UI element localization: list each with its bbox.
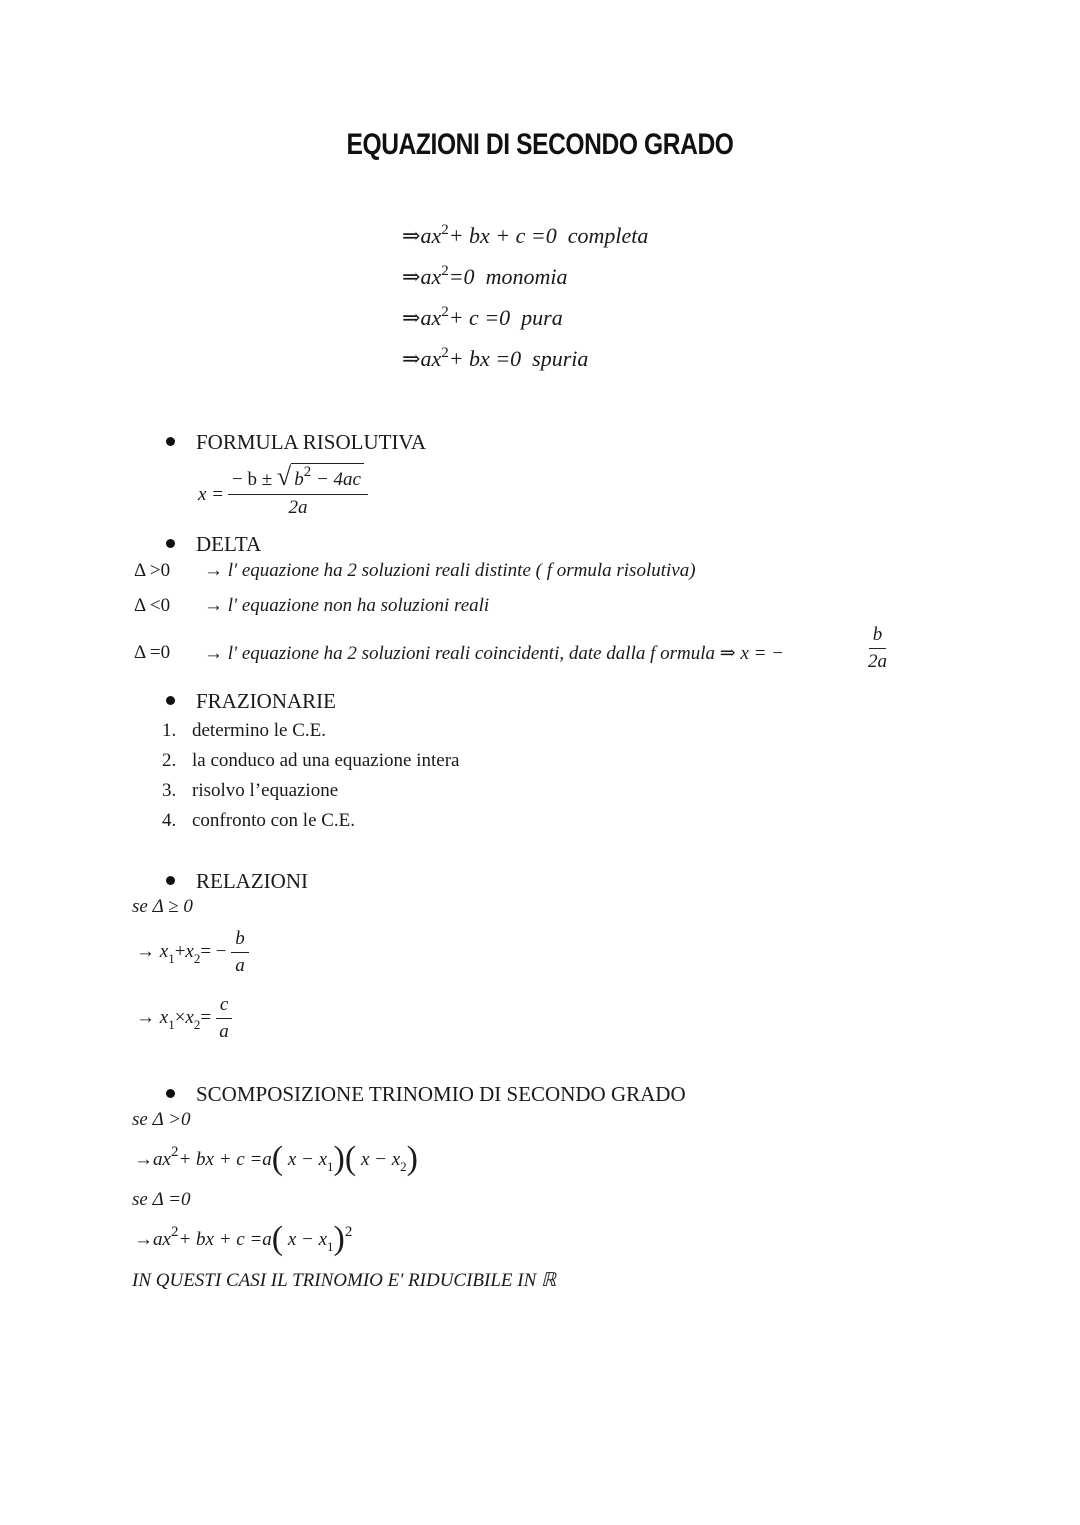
factorization-coincident: $\to ax^2+$ bx + c =a( $x - x_1)^2$ xyxy=(134,1220,353,1257)
exponent-2: 2 xyxy=(170,1144,179,1160)
arrow-icon: → xyxy=(204,595,223,616)
implies-icon: ⇒ xyxy=(402,305,421,330)
list-number: 4. xyxy=(162,810,177,831)
equation-type-row xyxy=(402,222,648,249)
list-text: la conduco ad una equazione intera xyxy=(192,750,460,771)
radicand-rest: − 4ac xyxy=(315,469,361,490)
equation-rest: + bx + c =0 xyxy=(448,223,557,248)
section-heading-scomposizione: SCOMPOSIZIONE TRINOMIO DI SECONDO GRADO xyxy=(196,1082,686,1106)
scomposizione-condition-1: se Δ >0 xyxy=(132,1109,191,1130)
term-ax: ax xyxy=(420,305,442,330)
delta-description xyxy=(204,595,489,617)
equals-sign: = xyxy=(200,1006,212,1028)
radicand-b: b xyxy=(294,469,304,490)
delta-description xyxy=(204,642,784,665)
arrow-icon: → xyxy=(136,1006,155,1028)
section-heading-delta: DELTA xyxy=(196,532,262,556)
equation-type-row xyxy=(402,304,563,331)
delta-condition: Δ >0 xyxy=(134,560,171,581)
equation-rest: + c =0 xyxy=(448,305,511,330)
exponent-2: 2 xyxy=(441,304,449,320)
delta-text: l' equazione non ha soluzioni reali xyxy=(227,595,490,616)
scomposizione-condition-2: se Δ =0 xyxy=(132,1189,191,1210)
sum-den: a xyxy=(235,955,245,976)
factorization-distinct: $\to ax^2+$ bx + c =a( $x - x_1$)( $x - x_2$) xyxy=(134,1140,418,1177)
trinomial-rest: + bx + c =a xyxy=(178,1229,272,1250)
frac-den: 2a xyxy=(868,651,887,672)
delta-description xyxy=(204,560,696,582)
bullet-icon xyxy=(166,539,175,548)
section-heading-relazioni: RELAZIONI xyxy=(196,869,308,893)
trinomial-rest: + bx + c =a xyxy=(178,1149,272,1170)
equation-rest: =0 xyxy=(448,264,475,289)
subscript-2: 2 xyxy=(193,1016,201,1032)
times-sign: × xyxy=(174,1006,186,1028)
sum-fraction xyxy=(231,928,249,977)
equation-type-label: monomia xyxy=(485,264,568,289)
quadratic-formula xyxy=(198,462,368,519)
delta-text: l' equazione ha 2 soluzioni reali distinte ( f ormula risolutiva) xyxy=(227,560,696,581)
list-text: confronto con le C.E. xyxy=(192,810,356,831)
list-item xyxy=(162,810,355,832)
trinomial-lhs: →ax xyxy=(134,1229,171,1250)
arrow-icon: → xyxy=(136,940,155,962)
var-x1: x xyxy=(159,1006,169,1028)
subscript-2: 2 xyxy=(193,950,201,966)
equation-type-row xyxy=(402,263,567,290)
page-title: EQUAZIONI DI SECONDO GRADO xyxy=(346,128,734,161)
subscript-1: 1 xyxy=(327,1159,334,1174)
list-number: 1. xyxy=(162,720,177,741)
implies-icon: ⇒ xyxy=(402,346,421,371)
subscript-1: 1 xyxy=(168,950,175,966)
frac-num: b xyxy=(869,624,887,649)
trinomial-lhs: →ax xyxy=(134,1149,171,1170)
bullet-icon xyxy=(166,1089,175,1098)
var-x2: x xyxy=(185,940,194,962)
exponent-2: 2 xyxy=(170,1224,179,1240)
equation-type-label: spuria xyxy=(532,346,589,371)
implies-icon: ⇒ xyxy=(402,264,421,289)
formula-fraction xyxy=(228,462,368,519)
square-exponent: 2 xyxy=(344,1224,353,1240)
list-text: risolvo l’equazione xyxy=(192,780,339,801)
prod-num: c xyxy=(216,994,232,1019)
var-x2: x xyxy=(185,1006,194,1028)
relazioni-condition: se Δ ≥ 0 xyxy=(132,896,193,917)
term-ax: ax xyxy=(420,346,442,371)
exponent-2: 2 xyxy=(441,263,449,279)
radicand-exp: 2 xyxy=(303,464,312,480)
plus-sign: + xyxy=(174,940,186,962)
list-number: 3. xyxy=(162,780,177,801)
bullet-icon xyxy=(166,876,175,885)
term-ax: ax xyxy=(420,264,442,289)
delta-text: l' equazione ha 2 soluzioni reali coincidenti, date dalla f ormula ⇒ x = − xyxy=(227,643,785,664)
arrow-icon: → xyxy=(204,560,223,581)
formula-denominator: 2a xyxy=(288,497,308,518)
factor-2: x − x xyxy=(360,1149,401,1170)
term-ax: ax xyxy=(420,223,442,248)
prod-den: a xyxy=(219,1021,229,1042)
equation-type-label: pura xyxy=(521,305,563,330)
subscript-2: 2 xyxy=(400,1159,407,1174)
var-x1: x xyxy=(159,940,169,962)
relation-sum xyxy=(136,928,249,977)
delta-condition: Δ =0 xyxy=(134,642,171,663)
arrow-icon: → xyxy=(204,643,223,664)
sum-num: b xyxy=(231,928,249,953)
implies-icon: ⇒ xyxy=(402,223,421,248)
sqrt-icon: √ xyxy=(276,462,292,491)
formula-num-pre: − b ± xyxy=(232,469,273,490)
formula-lhs: x = xyxy=(198,483,225,505)
factor-1: x − x xyxy=(287,1149,328,1170)
list-item xyxy=(162,750,459,772)
formula-numerator xyxy=(228,462,368,495)
relation-product xyxy=(136,994,232,1043)
delta-condition: Δ <0 xyxy=(134,595,171,616)
subscript-1: 1 xyxy=(168,1016,175,1032)
section-heading-formula: FORMULA RISOLUTIVA xyxy=(196,430,427,454)
equation-type-row xyxy=(402,345,588,372)
equals-minus: = − xyxy=(200,940,227,962)
list-item xyxy=(162,720,326,742)
exponent-2: 2 xyxy=(441,222,449,238)
list-item xyxy=(162,780,338,802)
list-text: determino le C.E. xyxy=(192,720,327,741)
bullet-icon xyxy=(166,437,175,446)
product-fraction xyxy=(216,994,232,1043)
exponent-2: 2 xyxy=(441,345,449,361)
factor-1: x − x xyxy=(287,1229,328,1250)
list-number: 2. xyxy=(162,750,177,771)
equation-type-label: completa xyxy=(567,223,649,248)
reducibility-note: IN QUESTI CASI IL TRINOMIO E' RIDUCIBILE IN ℝ xyxy=(132,1270,557,1291)
equation-rest: + bx =0 xyxy=(448,346,522,371)
formula-radicand xyxy=(291,463,364,491)
subscript-1: 1 xyxy=(327,1239,334,1254)
section-heading-frazionarie: FRAZIONARIE xyxy=(196,689,336,713)
bullet-icon xyxy=(166,696,175,705)
delta-fraction xyxy=(868,624,887,673)
